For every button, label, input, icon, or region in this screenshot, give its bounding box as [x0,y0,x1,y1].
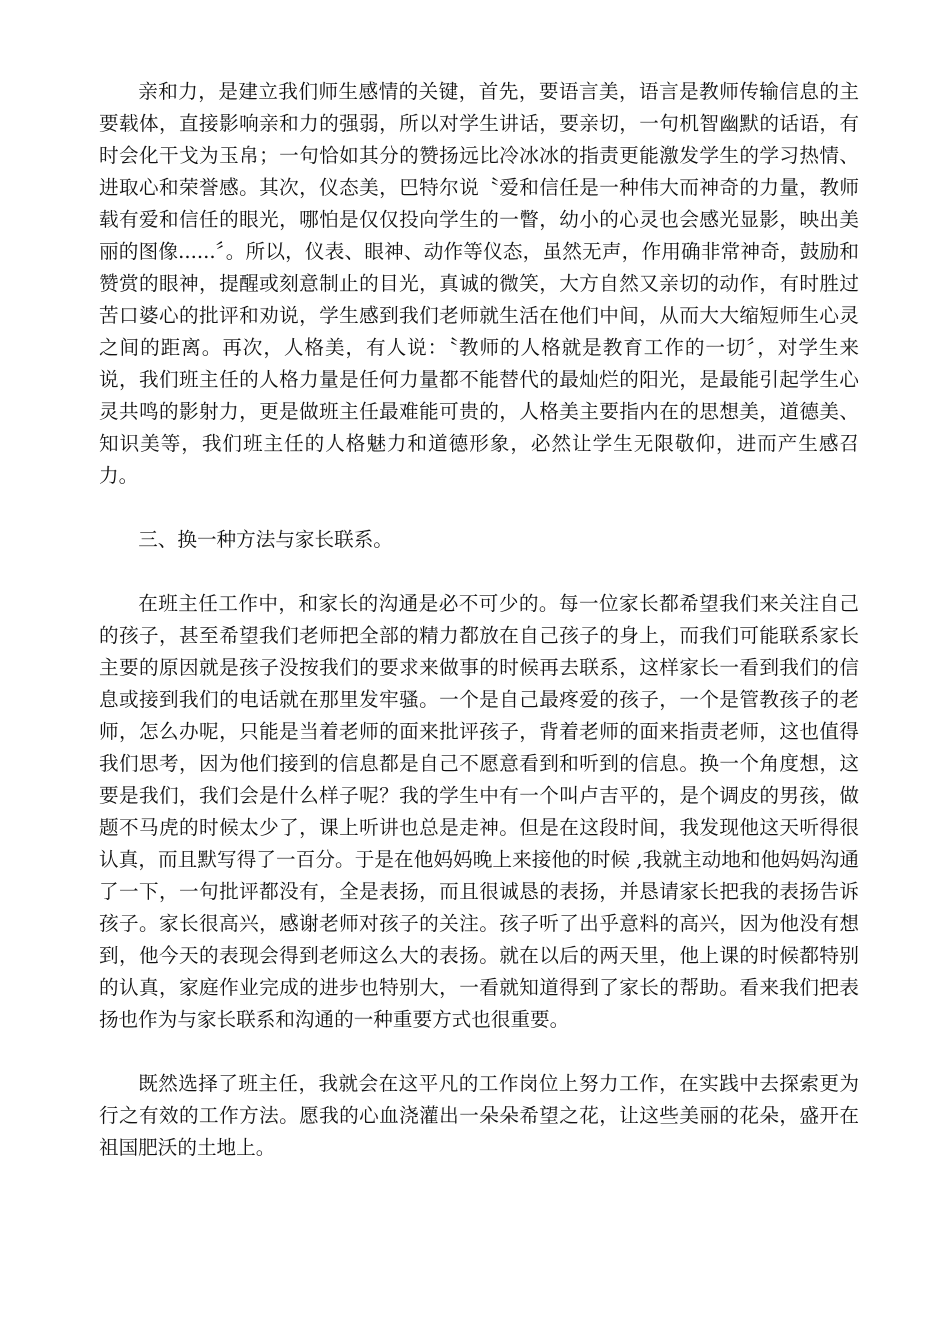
paragraph-charisma: 亲和力，是建立我们师生感情的关键，首先，要语言美，语言是教师传输信息的主要载体，直接影响亲和力的强弱，所以对学生讲话，要亲切，一句机智幽默的话语，有时会化干戈为玉帛；一句恰如其分的赞扬远比冷冰冰的指责更能激发学生的学习热情、进取心和荣誉感。其次，仪态美，巴特尔说〝爱和信任是一种伟大而神奇的力量，教师载有爱和信任的眼光，哪怕是仅仅投向学生的一瞥，幼小的心灵也会感光显影，映出美丽的图像......〞。所以，仪表、眼神、动作等仪态，虽然无声，作用确非常神奇，鼓励和赞赏的眼神，提醒或刻意制止的目光，真诚的微笑，大方自然又亲切的动作，有时胜过苦口婆心的批评和劝说，学生感到我们老师就生活在他们中间，从而大大缩短师生心灵之间的距离。再次，人格美，有人说：〝教师的人格就是教育工作的一切〞，对学生来说，我们班主任的人格力量是任何力量都不能替代的最灿烂的阳光，是最能引起学生心灵共鸣的影射力，更是做班主任最难能可贵的，人格美主要指内在的思想美，道德美、知识美等，我们班主任的人格魅力和道德形象，必然让学生无限敬仰，进而产生感召力。 [99,80,859,487]
section-heading-parent-contact: 三、换一种方法与家长联系。 [138,528,393,551]
paragraph-spacer [99,556,859,588]
paragraph-spacer [99,492,859,524]
document-body [99,76,859,1164]
paragraph-conclusion: 既然选择了班主任，我就会在这平凡的工作岗位上努力工作，在实践中去探索更为行之有效的工作方法。愿我的心血浇灌出一朵朵希望之花，让这些美丽的花朵，盛开在祖国肥沃的土地上。 [99,1072,859,1159]
paragraph-spacer [99,1036,859,1068]
paragraph-parent-communication: 在班主任工作中，和家长的沟通是必不可少的。每一位家长都希望我们来关注自己的孩子，甚至希望我们老师把全部的精力都放在自己孩子的身上，而我们可能联系家长主要的原因就是孩子没按我们的要求来做事的时候再去联系，这样家长一看到我们的信息或接到我们的电话就在那里发牢骚。一个是自己最疼爱的孩子，一个是管教孩子的老师，怎么办呢，只能是当着老师的面来批评孩子，背着老师的面来指责老师，这也值得我们思考，因为他们接到的信息都是自己不愿意看到和听到的信息。换一个角度想，这要是我们，我们会是什么样子呢？我的学生中有一个叫卢吉平的，是个调皮的男孩，做题不马虎的时候太少了，课上听讲也总是走神。但是在这段时间，我发现他这天听得很认真，而且默写得了一百分。于是在他妈妈晚上来接他的时候 ,我就主动地和他妈妈沟通了一下，一句批评都没有，全是表扬，而且很诚恳的表扬，并恳请家长把我的表扬告诉孩子。家长很高兴，感谢老师对孩子的关注。孩子听了出乎意料的高兴，因为他没有想到，他今天的表现会得到老师这么大的表扬。就在以后的两天里，他上课的时候都特别的认真，家庭作业完成的进步也特别大，一看就知道得到了家长的帮助。看来我们把表扬也作为与家长联系和沟通的一种重要方式也很重要。 [99,592,859,1031]
